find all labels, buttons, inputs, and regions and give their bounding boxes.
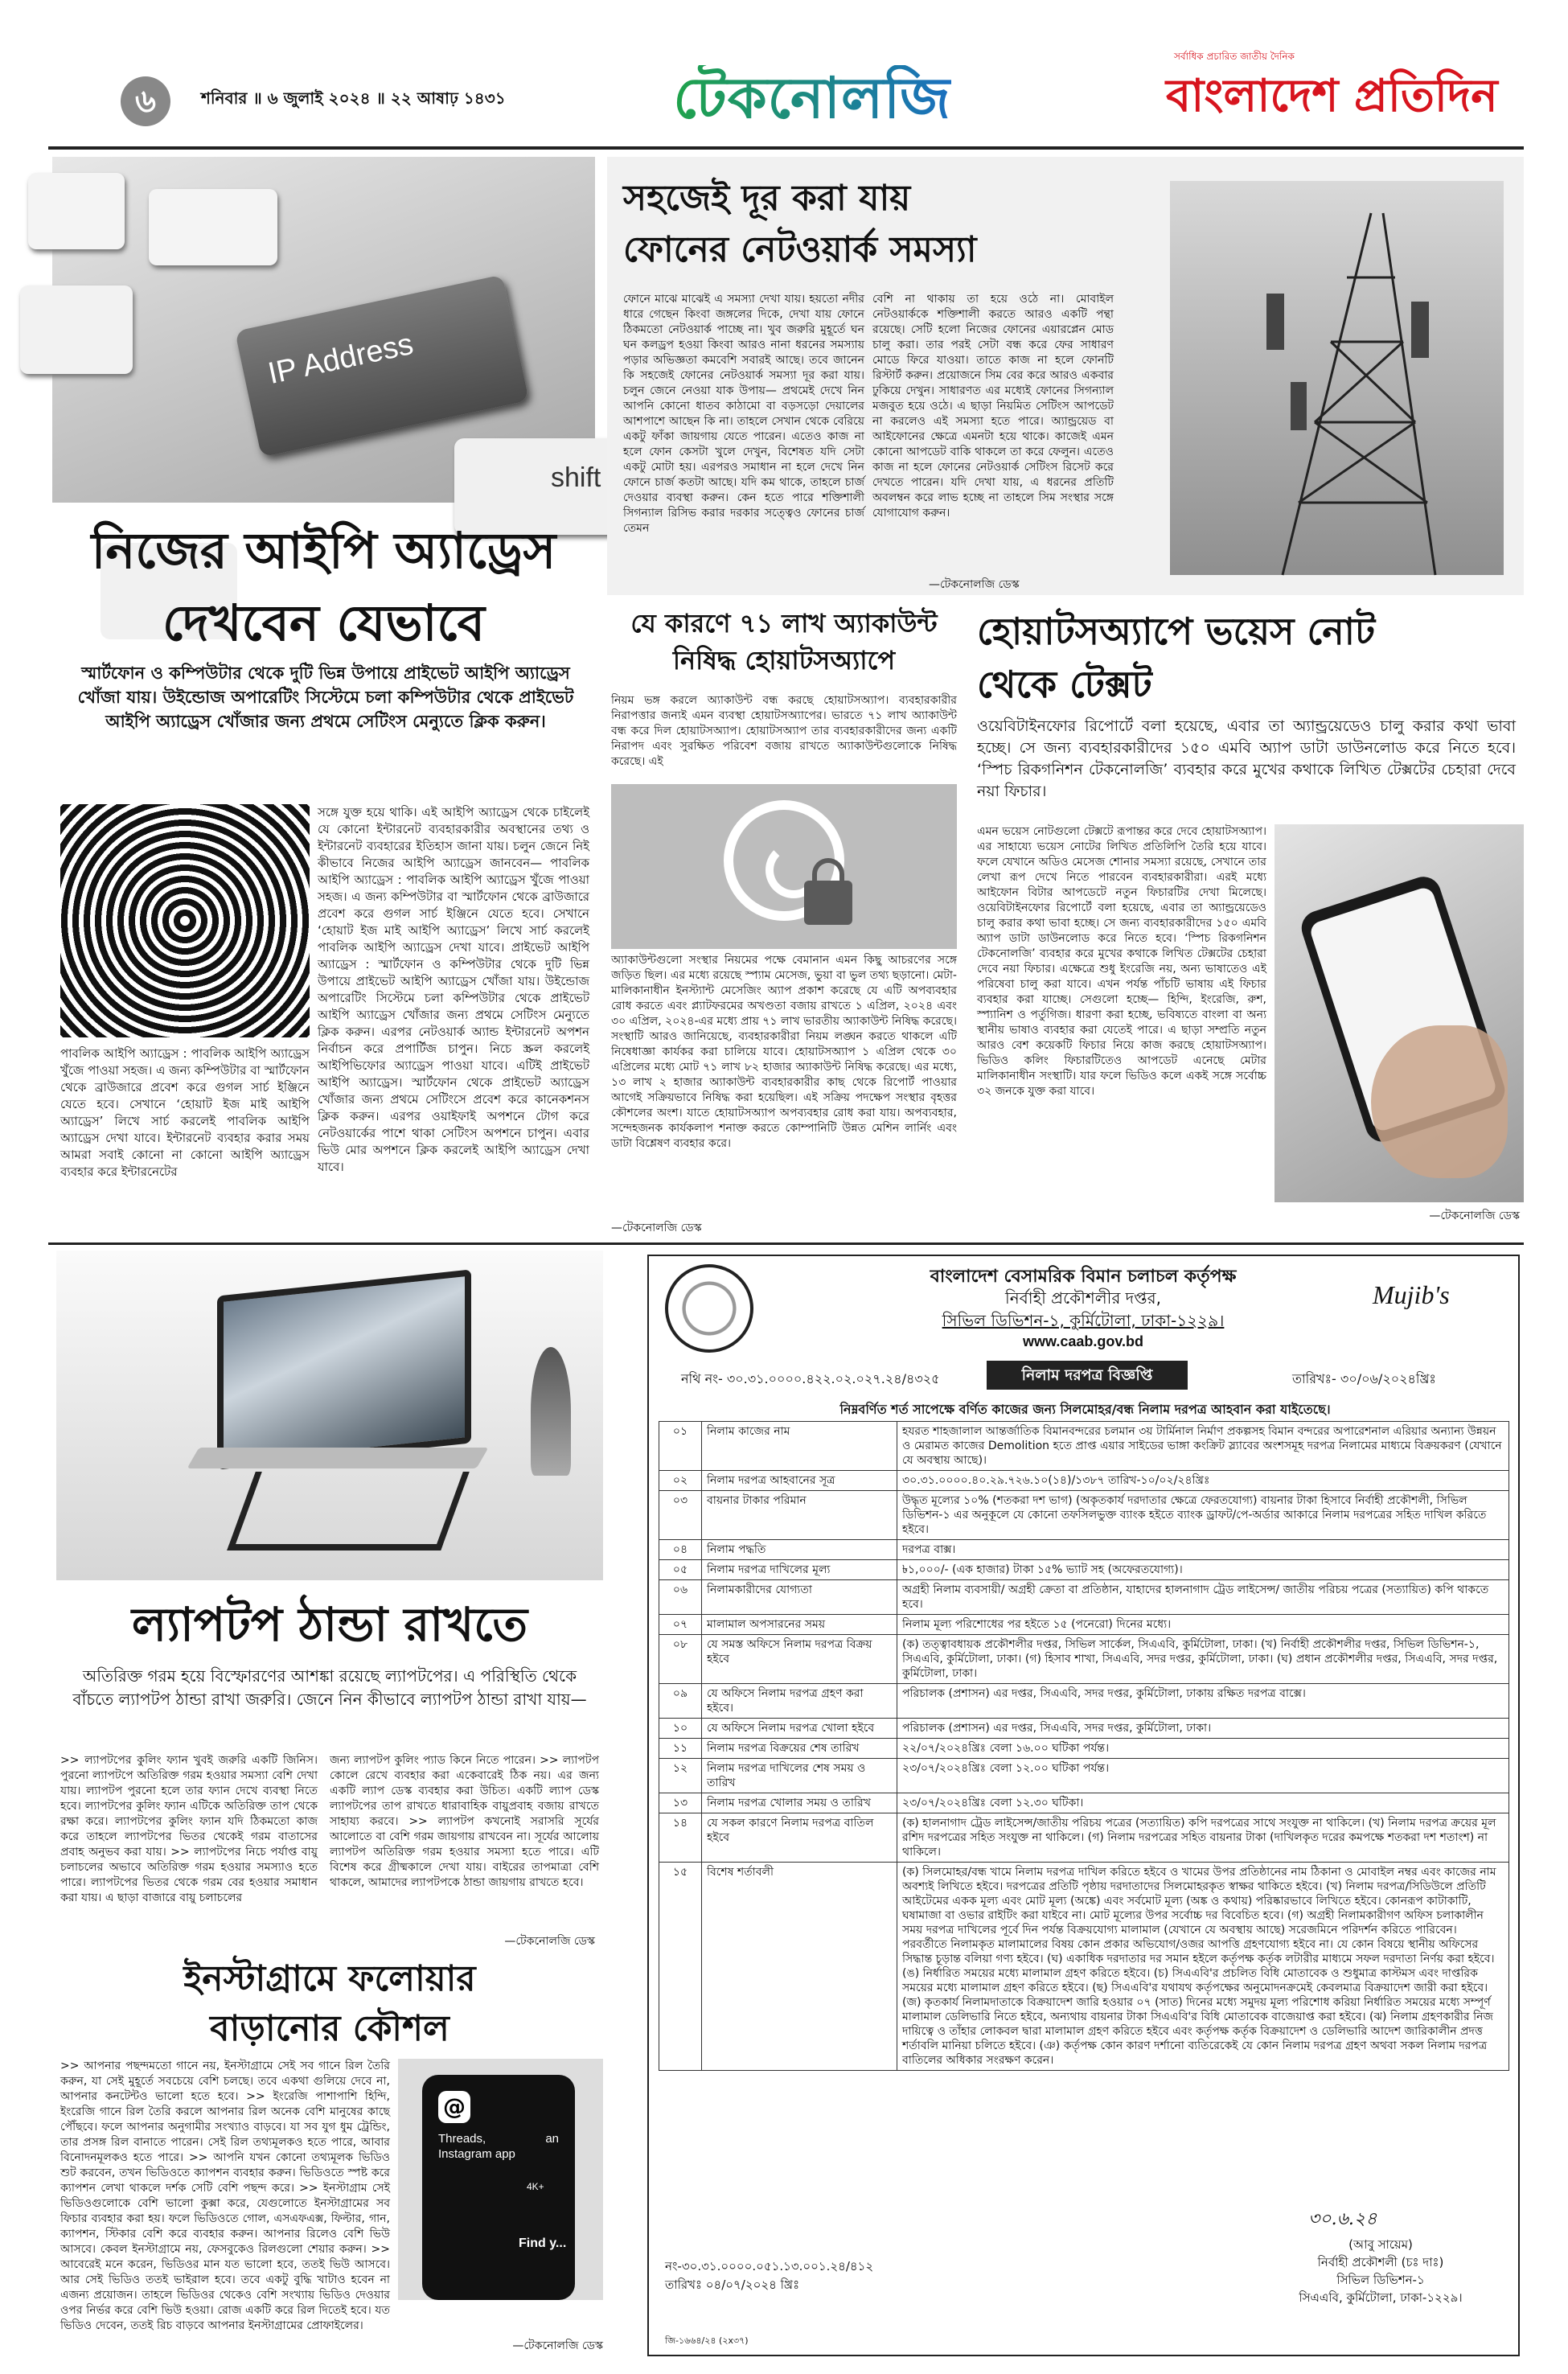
voice-note-headline-line1: হোয়াটসঅ্যাপে ভয়েস নোট: [977, 610, 1376, 653]
laptop-text-right: জন্য ল্যাপটপ কুলিং প্যাড কিনে নিতে পারেন। >> ল্যাপটপ কোলে রেখে ব্যবহার করা একেবারেই ঠিক নয়। এর জন্য একটি ল্যাপ ডেস্ক ব্যবহার করা উচিত। একটি ল্যাপ ডেস্ক ল্যাপটপের তাপ রাখতে ধারাবাহিক বায়ুপ্রবাহ বজায় রাখতে সাহায্য করবে। >> ল্যাপটপ কখনোই সরাসরি সূর্যের আলোতে বা বেশি গরম জায়গায় রাখবেন না। সূর্যের আলোয় ল্যাপটপ অতিরিক্ত গরম হওয়ার সমস্যা হতে পারে। এটি বিশেষ করে গ্রীষ্মকালে দেখা যায়। বাইরের তাপমাত্রা বেশি থাকলে, আমাদের ল্যাপটপকে ঠান্ডা জায়গায় রাখতে হবে।: [330, 1754, 599, 1889]
network-box: [607, 157, 1524, 595]
whatsapp-ban-intro: নিয়ম ভঙ্গ করলে অ্যাকাউন্ট বন্ধ করছে হোয়াটসঅ্যাপ। ব্যবহারকারীর নিরাপত্তার জন্যই এমন ব্যবস্থা হোয়াটসঅ্যাপের। ভারতে ৭১ লাখ অ্যাকাউন্ট বন্ধ করে দিল হোয়াটসঅ্যাপ। হোয়াটসঅ্যাপ তার ব্যবহারকারীদের জন্য একটি নিরাপদ এবং সুরক্ষিত পরিবেশ বজায় রাখতে অ্যাকাউন্টগুলোকে নিষিদ্ধ করেছে। এই: [611, 694, 957, 768]
whatsapp-ban-headline: [607, 605, 961, 679]
ip-text-left: পাবলিক আইপি অ্যাড্রেস : পাবলিক আইপি অ্যাড্রেস খুঁজে পাওয়া সহজ। এ জন্য কম্পিউটার বা স্মার্টফোন থেকে ব্রাউজারে প্রবেশ করে গুগল সার্চ ইঞ্জিনে যেতে হবে। সেখানে ‘হোয়াট ইজ মাই আইপি অ্যাড্রেস’ লিখে সার্চ করলেই পাবলিক আইপি অ্যাড্রেস দেখা যাবে। ইন্টারনেট ব্যবহার করার সময় আমরা সবাই কোনো না কোনো আইপি অ্যাড্রেস ব্যবহার করে ইন্টারনেটের: [60, 1046, 310, 1179]
threads-app-title: Threads, an Instagram app: [438, 2132, 559, 2161]
notice-row: [659, 1684, 1509, 1719]
network-headline-line1: সহজেই দূর করা যায়: [623, 178, 911, 219]
page-number: ৬: [121, 76, 170, 126]
insta-body: >> আপনার পছন্দমতো গানে নয়, ইনস্টাগ্রামে সেই সব গানে রিল তৈরি করুন, যা সেই মুহূর্তে সবচেয়ে বেশি চলছে। তবে একথা গুলিয়ে দেবে না, আপনার কনটেন্টও ভালো হতে হবে। >> ইংরেজি পাশাপাশি হিন্দি, ইংরেজি গানে রিল তৈরি করলে আপনার রিল অনেক বেশি মানুষের কাছে পৌঁছবে। ফলে আপনার অনুগামীর সংখ্যাও বাড়বে। যা সব যুগ ধুম ট্রেন্ডিং, তার প্রসঙ্গ রিল বানাতে পারেন। সেই রিল তথ্যমূলকও হতে পারে, আবার বিনোদনমূলকও হতে পারে। >> আপনি যখন কোনো তথ্যমূলক ভিডিও শুট করবেন, তখন ভিডিওতে ক্যাপশন ব্যবহার করুন। ভিডিওতে স্পষ্ট করে ক্যাপশন লেখা থাকলে দর্শক সেটি বেশি পছন্দ করে। >> ইনস্টাগ্রাম সেই ভিডিওগুলোকে বেশি ভালো কুক্সা করে, যেগুলোতে ইনস্টাগ্রামের সব ফিচার ব্যবহার করা হয়। ফলে ভিডিওতে গোল, এসএফএক্স, ফিল্টার, গান, ক্যাপশন, স্টিকার বেশি করে ব্যবহার করুন। আপনার রিলেও বেশি ভিউ আসবে। কেবল ইনস্টাগ্রামে নয়, ফেসবুকেও রিলগুলো শেয়ার করুন। >> আবেরেই মনে করেন, ভিডিওর মান যত ভালো হবে, ততই ভিউ আসবে। আর সেই ভিডিও ততই ভাইরাল হবে। তবে একটু বুদ্ধি খাটাও হবেন না এজন্য প্রয়োজন। তাহলে ভিডিওর থেকেও বেশি সংখ্যায় ভিডিও দেওয়ার ওপর নির্ভর করে বেশি ভিউ হওয়া। রোজ একটি করে রিল দিতেই হবে। যত ভিডিও দেবেন, ততই রিচ বাড়বে আপনার ইনস্টাগ্রামের প্রোফাইলের।: [60, 2060, 390, 2332]
notice-row-value: ২২/০৭/২০২৪খ্রিঃ বেলা ১৬.০০ ঘটিকা পর্যন্ত।: [897, 1739, 1509, 1759]
notice-row-value: নিলাম মূল্য পরিশোধের পর হইতে ১৫ (পনেরো) দিনের মধ্যে।: [897, 1615, 1509, 1635]
threads-phone-photo: [398, 2059, 603, 2300]
notice-row-label: বায়নার টাকার পরিমান: [702, 1491, 897, 1540]
notice-row: [659, 1635, 1509, 1684]
notice-row-value: ২৩/০৭/২০২৪খ্রিঃ বেলা ১২.০০ ঘটিকা পর্যন্ত।: [897, 1759, 1509, 1793]
voice-note-credit: —টেকনোলজি ডেস্ক: [1429, 1210, 1520, 1222]
notice-title: নিলাম দরপত্র বিজ্ঞপ্তি: [987, 1361, 1188, 1390]
plant-decoration: [531, 1347, 571, 1476]
notice-org-line3: সিভিল ডিভিশন-১, কুর্মিটোলা, ঢাকা-১২২৯।: [942, 1311, 1225, 1330]
signer-title: নির্বাহী প্রকৌশলী (চঃ দাঃ): [1317, 2255, 1444, 2269]
notice-row-label: নিলাম দরপত্র বিক্রয়ের শেষ তারিখ: [702, 1739, 897, 1759]
network-credit: —টেকনোলজি ডেস্ক: [929, 578, 1020, 591]
whatsapp-ban-headline-line1: যে কারণে ৭১ লাখ অ্যাকাউন্ট: [630, 608, 938, 639]
notice-row-value: দরপত্র বাক্স।: [897, 1540, 1509, 1560]
notice-row-no: ১০: [659, 1719, 702, 1739]
voice-note-headline-line2: থেকে টেক্সট: [977, 663, 1152, 706]
notice-row-label: মালামাল অপসারনের সময়: [702, 1615, 897, 1635]
threads-find-text: Find y...: [519, 2236, 567, 2250]
ip-headline-line1: নিজের আইপি অ্যাড্রেস: [91, 521, 556, 580]
notice-row-label: নিলাম দরপত্র আহবানের সূত্র: [702, 1471, 897, 1491]
phone-frame: [422, 2075, 575, 2300]
keyboard-photo: [52, 157, 601, 503]
notice-row-label: নিলাম দরপত্র খোলার সময় ও তারিখ: [702, 1793, 897, 1813]
notice-row-value: ৩০.৩১.০০০০.৪০.২৯.৭২৬.১০(১৪)/১৩৮৭ তারিখ-১০/০২/২৪খ্রিঃ: [897, 1471, 1509, 1491]
notice-row: [659, 1491, 1509, 1540]
voice-note-text: এমন ভয়েস নোটগুলো টেক্সটে রূপান্তর করে দেবে হোয়াটসঅ্যাপ। এর সাহায্যে ভয়েস নোটের লিখিত প্রতিলিপি তৈরি হয়ে যাবে। ফলে যেখানে অডিও মেসেজ শোনার সমস্যা রয়েছে, সেখানে তার লেখা রূপ দেখে নিতে পারবেন ব্যবহারকারীরা। এরই মধ্যে আইফোন বিটার আপডেটে নতুন ফিচারটির দেখা মিলেছে। ওয়েবিটাইনফোর রিপোর্টে বলা হয়েছে, এবার তা অ্যান্ড্রয়েডেও চালু করার কথা ভাবা হচ্ছে। সে জন্য ব্যবহারকারীদের ১৫০ এমবি অ্যাপ ডাটা ডাউনলোড করে নিতে হবে। ‘স্পিচ রিকগনিশন টেকনোলজি’ ব্যবহার করে মুখের কথাকে লিখিত টেক্সটের চেহারা দেবে নয়া ফিচার। এক্ষেত্রে শুধু ইংরেজি নয়, অন্য ভাষাতেও এই পরিষেবা চালু করা যাবে। এখন পর্যন্ত পাঁচটি ভাষায় এই ফিচার ব্যবহার করা যাচ্ছে। সেগুলো হচ্ছে— হিন্দি, ইংরেজি, রুশ, স্প্যানিশ ও পর্তুগিজ। ধারণা করা হচ্ছে, ভবিষ্যতে বাংলা বা অন্য স্থানীয় ভাষাও ব্যবহার করা যেতেই পারে। এ ছাড়া সম্প্রতি নতুন আরও বেশ কয়েকটি ফিচার নিয়ে কাজ করছে হোয়াটসঅ্যাপ। ভিডিও কলিং ফিচারটিতেও আপডেট এনেছে মেটার মালিকানাধীন সংস্থাটি। যার ফলে ভিডিও কলে একই সঙ্গে সর্বোচ্চ ৩২ জনকে যুক্ত করা যাবে।: [977, 825, 1266, 1098]
section-title-text: টেকনোলজি: [673, 65, 951, 131]
notice-row-label: নিলামকারীদের যোগ্যতা: [702, 1580, 897, 1615]
caab-logo-icon: [665, 1264, 753, 1353]
whatsapp-ban-body: অ্যাকাউন্টগুলো সংস্থার নিয়মের পক্ষে বেমানান এমন কিছু আচরণের সঙ্গে জড়িত ছিল। এর মধ্যে রয়েছে স্প্যাম মেসেজ, ভুয়া বা ভুল তথ্য ছড়ানো। মেটা-মালিকানাধীন ইনস্ট্যান্ট মেসেজিং অ্যাপ প্রকাশ করেছে যে এটি অপব্যবহার রোধ করতে এবং প্ল্যাটফরমের অখণ্ডতা বজায় রাখতে ১ এপ্রিল, ২০২৪ এবং ৩০ এপ্রিল, ২০২৪-এর মধ্যে প্রায় ৭১ লাখ ভারতীয় অ্যাকাউন্ট নিষিদ্ধ করেছে। সংস্থাটি আরও জানিয়েছে, ব্যবহারকারীরা নিয়ম লঙ্ঘন করতে থাকলে এটি নিষেধাজ্ঞা কার্যকর করা চালিয়ে যাবে। হোয়াটসঅ্যাপ ১ এপ্রিল থেকে ৩০ এপ্রিলের মধ্যে মোট ৭১ লাখ ৮২ হাজার অ্যাকাউন্ট নিষিদ্ধ করেছে। এর মধ্যে, ১৩ লাখ ২ হাজার অ্যাকাউন্ট ব্যবহারকারীর কাছ থেকে রিপোর্ট পাওয়ার আগেই সক্রিয়ভাবে নিষিদ্ধ করা হয়েছিল। এই সক্রিয় পদক্ষেপ সংস্থার বৃহত্তর কৌশলের অংশ। যাতে হোয়াটসঅ্যাপ অপব্যবহার রোধ করা যায়। অপব্যবহার, সন্দেহজনক কার্যকলাপ শনাক্ত করতে কোম্পানিটি উন্নত মেশিন লার্নিং এবং ডাটা বিশ্লেষণ ব্যবহার করে।: [611, 954, 957, 1150]
insta-credit: —টেকনোলজি ডেস্ক: [512, 2339, 603, 2352]
notice-row-value: পরিচালক (প্রশাসন) এর দপ্তর, সিএএবি, সদর দপ্তর, কুর্মিটোলা, ঢাকা।: [897, 1719, 1509, 1739]
notice-row-value: (ক) হালনাগাদ ট্রেড লাইসেন্স/জাতীয় পরিচয় পত্রের (সত্যায়িত) কপি দরপত্রের সাথে সংযুক্ত না থাকিলে। (খ) নিলাম দরপত্র ক্রয়ের মূল রশিদ দরপত্রের সহিত সংযুক্ত না থাকিলে। (গ) নিলাম দরপত্রের সহিত বায়নার টাকা (দাখিলকৃত দরের কমপক্ষে শতকরা দশ শতাংশ) না থাকিলে।: [897, 1813, 1509, 1863]
notice-org-line2: নির্বাহী প্রকৌশলীর দপ্তর,: [1005, 1288, 1161, 1308]
padlock-icon: [804, 881, 852, 925]
ad-code: জি-১৬৬৪/২৪ (২x৩৭): [665, 2335, 749, 2346]
network-headline-line2: ফোনের নেটওয়ার্ক সমস্যা: [623, 229, 977, 270]
notice-row: [659, 1422, 1509, 1471]
phone-hand-photo: [1275, 824, 1524, 1202]
insta-text: [60, 2059, 603, 2332]
paper-tagline: সর্বাধিক প্রচারিত জাতীয় দৈনিক: [1174, 51, 1295, 62]
insta-headline-line1: ইনস্টাগ্রামে ফলোয়ার: [183, 1958, 476, 1999]
notice-row: [659, 1759, 1509, 1793]
notice-row-value: হযরত শাহজালাল আন্তর্জাতিক বিমানবন্দরের চলমান ৩য় টার্মিনাল নির্মাণ প্রকল্পসহ বিমান বন্দরের অপারেশনাল এরিয়ার অন্যান্য উন্নয়ন ও মেরামত কাজের Demolition হতে প্রাপ্ত এয়ার সাইডের ভাঙ্গা কংক্রিট স্ল্যাবের অংশসমূহ দরপত্র নিলামের মাধ্যমে বিক্রয়করণ (যেখানে যে অবস্থায় আছে)।: [897, 1422, 1509, 1471]
notice-row: [659, 1540, 1509, 1560]
tower-photo: [1170, 181, 1504, 575]
signature: ৩০.৬.২৪: [1308, 2209, 1377, 2229]
ip-lead: স্মার্টফোন ও কম্পিউটার থেকে দুটি ভিন্ন উপায়ে প্রাইভেট আইপি অ্যাড্রেস খোঁজা যায়। উইন্ডোজ অপারেটিং সিস্টেমে চলা কম্পিউটার থেকে প্রাইভেট আইপি অ্যাড্রেস খোঁজার জন্য প্রথমে সেটিংস মেন্যুতে ক্লিক করুন।: [77, 663, 574, 731]
notice-row-value: (ক) তত্ত্বাবধায়ক প্রকৌশলীর দপ্তর, সিভিল সার্কেল, সিএএবি, কুর্মিটোলা, ঢাকা। (খ) নির্বাহী প্রকৌশলীর দপ্তর, সিভিল ডিভিশন-১, সিএএবি, কুর্মিটোলা, ঢাকা। (গ) হিসাব শাখা, সিএএবি, সদর দপ্তর, কুর্মিটোলা, ঢাকা। (ঘ) প্রধান প্রকৌশলীর দপ্তর, সিএএবি, সদর দপ্তর, কুর্মিটোলা, ঢাকা।: [897, 1635, 1509, 1684]
notice-row-no: ১৪: [659, 1813, 702, 1863]
shift-key-label: shift: [551, 462, 601, 493]
notice-row-no: ০৪: [659, 1540, 702, 1560]
notice-row-value: ২৩/০৭/২০২৪খ্রিঃ বেলা ১২.৩০ ঘটিকা।: [897, 1793, 1509, 1813]
laptop-headline: ল্যাপটপ ঠান্ডা রাখতে: [131, 1597, 528, 1652]
notice-table-wrap: [659, 1421, 1509, 2145]
notice-row: [659, 1580, 1509, 1615]
signer-address: সিএএবি, কুর্মিটোলা, ঢাকা-১২২৯।: [1299, 2290, 1463, 2305]
tunnel-photo: [60, 804, 310, 1037]
whatsapp-ban-credit: —টেকনোলজি ডেস্ক: [611, 1222, 702, 1234]
notice-row: [659, 1615, 1509, 1635]
notice-row-no: ১২: [659, 1759, 702, 1793]
signer-name: (আবু সায়েম): [1348, 2237, 1413, 2252]
notice-row-no: ০৩: [659, 1491, 702, 1540]
threads-logo-icon: @: [438, 2091, 470, 2123]
notice-row-no: ১৩: [659, 1793, 702, 1813]
whatsapp-ban-headline-line2: নিষিদ্ধ হোয়াটসঅ্যাপে: [672, 645, 896, 676]
notice-table: [659, 1421, 1509, 2071]
ip-headline: [52, 515, 595, 659]
mujib-logo: Mujib's: [1373, 1280, 1450, 1309]
whatsapp-lock-photo: [611, 784, 957, 949]
notice-row-label: যে অফিসে নিলাম দরপত্র গ্রহণ করা হইবে।: [702, 1684, 897, 1719]
notice-row: [659, 1863, 1509, 2071]
notice-row: [659, 1560, 1509, 1580]
masthead: [0, 0, 1568, 153]
laptop-base: [187, 1448, 488, 1468]
notice-row-label: নিলাম পদ্ধতি: [702, 1540, 897, 1560]
keyboard-key: [149, 189, 277, 265]
notice-row: [659, 1471, 1509, 1491]
notice-memo-no: নথি নং- ৩০.৩১.০০০০.৪২২.০২.০২৭.২৪/৪৩২৫: [681, 1371, 940, 1386]
notice-row-no: ০৯: [659, 1684, 702, 1719]
insta-headline: [56, 1954, 603, 2054]
signer-division: সিভিল ডিভিশন-১: [1336, 2273, 1425, 2287]
ip-address-key: [235, 274, 529, 457]
notice-row: [659, 1739, 1509, 1759]
notice-row-label: নিলাম দরপত্র দাখিলের মূল্য: [702, 1560, 897, 1580]
padlock-shackle: [812, 858, 844, 885]
notice-box: [647, 1255, 1520, 2356]
voice-note-headline: [977, 605, 1524, 711]
laptop-credit: —টেকনোলজি ডেস্ক: [504, 1935, 595, 1948]
notice-row-label: নিলাম কাজের নাম: [702, 1422, 897, 1471]
notice-date: তারিখঃ- ৩০/০৬/২০২৪খ্রিঃ: [1292, 1371, 1436, 1386]
notice-row-value: (ক) সিলমোহর/বন্ধ খামে নিলাম দরপত্র দাখিল করিতে হইবে ও খামের উপর প্রতিষ্ঠানের নাম ঠিকানা ও মোবাইল নম্বর এবং কাজের নাম অবশ্যই লিখিতে হইবে। দরপত্রের প্রতিটি পৃষ্ঠায় দরদাতাদের সিলমোহরকৃত স্বাক্ষর থাকিতে হইবে। (খ) নিলাম দরপত্র/সিডিউলে প্রতিটি আইটেমের একক মূল্য এবং মোট মূল্য (অঙ্কে) এবং সর্বমোট মূল্য (অঙ্ক ও কথায়) পরিষ্কারভাবে লিখিতে হইবে। কোনরূপ কাটাকাটি, ঘষামাজা বা ওভার রাইটিং করা যাইবে না। মোট মূল্যের উপর সর্বোচ্চ দর বিবেচিত হবে। (গ) অগ্রহী নিলামকারীগণ অফিস চলাকালীন সময় দরপত্র দাখিলের পূর্বে দিন পর্যন্ত বিক্রয়যোগ্য মালামাল (যেখানে যে অবস্থায় আছে) সরেজমিনে পরিদর্শন করিতে পারিবেন। পরবর্তীতে নিলামকৃত মালামালের বিষয় কোন প্রকার অভিযোগ/ওজর আপত্তি গ্রহণযোগ্য হইবে না। যে কোন বিষয়ে স্থানীয় অফিসের সিদ্ধান্ত চূড়ান্ত বলিয়া গণ্য হইবে। (ঘ) একাধিক দরদাতার দর সমান হইলে কর্তৃপক্ষ কর্তৃক লটারীর মাধ্যমে সফল দরদাতা নির্ণয় করা হইবে। (ঙ) নির্ধারিত সময়ের মধ্যে মালামাল গ্রহণ করিতে হইবে। (চ) সিএএবি'র প্রচলিত বিধি মোতাবেক ও শুধুমাত্র কাস্টমস এবং দাপ্তরিক সময়ের মধ্যে মালামাল গ্রহণ করিতে হইবে। (ছ) সিএএবি'র যথাযথ কর্তৃপক্ষের অনুমোদনক্রমেই কেবলমাত্র বিক্রয়াদেশ জারী করা হইবে। (জ) কৃতকার্য নিলামদাতাকে বিক্রয়াদেশ জারি হওয়ার ০৭ (সাত) দিনের মধ্যে সমুদয় মূল্য পরিশোধ করিয়া নির্ধারিত সময়ের মধ্যে সম্পূর্ণ মালামাল ডেলিভারি নিতে হইবে, অন্যথায় বায়নার টাকা সিএএবি'র বিধি মোতাবেক বাজেয়াপ্ত করা হইবে। (ঝ) নিলাম গ্রহণকারীর নিজ দায়িত্বে ও তাঁহার লোকবল দ্বারা মালামাল গ্রহণ করিতে হইবে এবং কর্তৃপক্ষ কর্তৃক বিক্রয়াদেশ ও ডেলিভারি আদেশ জারিকালীন প্রদত্ত শর্তাবলি মানিয়া চলিতে হইবে। (ঞ) কর্তৃপক্ষ কোন কারণ দর্শানো ব্যতিরেকেই যে কোন নিলাম দরপত্র গ্রহণ অথবা সকল নিলাম দরপত্র বাতিলের অধিকার সংরক্ষণ করেন।: [897, 1863, 1509, 2071]
hand-shape: [1371, 1025, 1508, 1178]
notice-row-label: বিশেষ শর্তাবলী: [702, 1863, 897, 2071]
ip-headline-line2: দেখবেন যেভাবে: [162, 594, 485, 652]
notice-row-value: উদ্ধৃত মূল্যের ১০% (শতকরা দশ ভাগ) (অকৃতকার্য দরদাতার ক্ষেত্রে ফেরতযোগ্য) বায়নার টাকা হিসাবে নির্বাহী প্রকৌশলী, সিভিল ডিভিশন-১ এর অনুকূলে যে কোনো তফসিলভুক্ত ব্যাংক হইতে ব্যাংক ড্রাফট/পে-অর্ডার আকারে নিলাম দরপত্রের সহিত দাখিল করিতে হইবে।: [897, 1491, 1509, 1540]
network-text-col1: ফোনে মাঝে মাঝেই এ সমস্যা দেখা যায়। হয়তো নদীর ধারে গেছেন কিংবা জঙ্গলের দিকে, দেখা যায় ফোনে ঠিকমতো নেটওয়ার্ক পাচ্ছে না। খুব জরুরি মুহূর্তে ঘন ঘন কলড্রপ হওয়া কিংবা আরও নানা ধরনের সমস্যায় পড়ার অভিজ্ঞতা কমবেশি সবারই আছে। তবে জানেন কি সহজেই ফোনের নেটওয়ার্ক সমস্যা দূর করা যায়। চলুন জেনে নেওয়া যাক উপায়— প্রথমেই দেখে নিন আপনি কোনো ধাতব কাঠামো বা বড়সড়ো দেয়ালের আশপাশে আছেন কি না। তাহলে সেখান থেকে বেরিয়ে একটু ফাঁকা জায়গায় যেতে পারেন। এতেও কাজ না হলে ফোন কেসটা খুলে দেখুন, বিশেষত যদি সেটা একটু মোটা হয়। এরপরও সমাধান না হলে দেখে নিন ফোনে চার্জ কতটা আছে। যদি কম থাকে, তাহলে চার্জ দেওয়ার ব্যবস্থা করুন। কেন হতে পারে শক্তিশালী সিগন্যাল রিসিভ করার দরকার সত্ত্বেও ফোনের চার্জ তেমন: [623, 293, 864, 535]
notice-row-value: পরিচালক (প্রশাসন) এর দপ্তর, সিএএবি, সদর দপ্তর, কুর্মিটোলা, ঢাকায় রক্ষিত দরপত্র বাক্সে।: [897, 1684, 1509, 1719]
notice-row-label: নিলাম দরপত্র দাখিলের শেষ সময় ও তারিখ: [702, 1759, 897, 1793]
tower-illustration: [1170, 181, 1504, 575]
paper-logo: বাংলাদেশ প্রতিদিন: [1166, 69, 1498, 122]
ip-address-key-label: IP Address: [265, 327, 417, 392]
keyboard-key: [28, 173, 125, 249]
network-text-col2: বেশি না থাকায় তা হয়ে ওঠে না। মোবাইল নেটওয়ার্ককে শক্তিশালী করতে আরও একটি পন্থা রয়েছে। সেটি হলো নিজের ফোনের এয়ারপ্লেন মোড চালু করা। তার পরই সেটা বন্ধ করে ফের সাধারণ মোডে ফিরে যাওয়া। তাতে কাজ না হলে ফোনটি রিস্টার্ট করুন। প্রয়োজনে সিম বের করে আরও একবার ঢুকিয়ে দেখুন। সাধারণত এর মধ্যেই ফোনের সিগন্যাল মজবুত হয়ে ওঠে। এ ছাড়া নিয়মিত সেটিংস আপডেট না করলেও এই সমস্যা হতে পারে। অ্যান্ড্রয়েড বা আইফোনের ক্ষেত্রে এমনটা হয়ে থাকে। কাজেই এমন কোনো আপডেট বাকি থাকলে তা করে ফেলুন। এতেও কাজ না হলে ফোনের নেটওয়ার্ক সেটিংস রিসেট করে দেখতে পারেন। যদি দেখা যায়, এ ধরনের প্রতিটি অবলম্বন করে লাভ হচ্ছে না তাহলে সিম সংস্থার সঙ্গে যোগাযোগ করুন।: [872, 293, 1114, 520]
section-divider: [48, 1242, 1524, 1245]
threads-badge: 4K+: [527, 2181, 544, 2192]
notice-row-no: ০৬: [659, 1580, 702, 1615]
notice-website: www.caab.gov.bd: [1022, 1333, 1144, 1349]
notice-row-label: যে সকল কারণে নিলাম দরপত্র বাতিল হইবে: [702, 1813, 897, 1863]
notice-row: [659, 1719, 1509, 1739]
notice-row-value: ৳১,০০০/- (এক হাজার) টাকা ১৫% ভ্যাট সহ (অফেরতযোগ্য)।: [897, 1560, 1509, 1580]
laptop-photo: [56, 1251, 603, 1580]
notice-row-value: অগ্রহী নিলাম ব্যবসায়ী/ অগ্রহী ক্রেতা বা প্রতিষ্ঠান, যাহাদের হালনাগাদ ট্রেড লাইসেন্স/ জাতীয় পরিচয় পত্রের (সত্যায়িত) কপি থাকতে হবে।: [897, 1580, 1509, 1615]
network-headline: [623, 173, 1073, 276]
date-line: শনিবার ॥ ৬ জুলাই ২০২৪ ॥ ২২ আষাঢ় ১৪৩১: [201, 88, 506, 108]
notice-row-no: ০৭: [659, 1615, 702, 1635]
notice-footer-memo: নং-৩০.৩১.০০০০.০৫১.১৩.০০১.২৪/৪১২: [665, 2259, 874, 2273]
ip-text-right: সঙ্গে যুক্ত হয়ে থাকি। এই আইপি অ্যাড্রেস থেকে চাইলেই যে কোনো ইন্টারনেট ব্যবহারকারীর অবস্থানের তথ্য ও ইন্টারনেট ব্যবহারের ইতিহাস জানা যায়। চলুন জেনে নিই কীভাবে নিজের আইপি অ্যাড্রেস জানবেন— পাবলিক আইপি অ্যাড্রেস : পাবলিক আইপি অ্যাড্রেস খুঁজে পাওয়া সহজ। এ জন্য কম্পিউটার বা স্মার্টফোন থেকে ব্রাউজারে প্রবেশ করে গুগল সার্চ ইঞ্জিনে যেতে হবে। সেখানে ‘হোয়াট ইজ মাই আইপি অ্যাড্রেস’ লিখে সার্চ করলেই পাবলিক আইপি অ্যাড্রেস দেখা যাবে। প্রাইভেট আইপি অ্যাড্রেস : স্মার্টফোন ও কম্পিউটার থেকে দুটি ভিন্ন উপায়ে প্রাইভেট আইপি অ্যাড্রেস খোঁজা যায়। উইন্ডোজ অপারেটিং সিস্টেমে চলা কম্পিউটার থেকে প্রাইভেট আইপি অ্যাড্রেস খোঁজার জন্য প্রথমে সেটিংস মেন্যুতে ক্লিক করুন। এরপর নেটওয়ার্ক অ্যান্ড ইন্টারনেট অপশন নির্বাচন করে প্রপার্টিজ চাপুন। নিচে স্ক্রল করলেই আইপিভিফোর অ্যাড্রেস পাওয়া যাবে। এটিই প্রাইভেট আইপি অ্যাড্রেস। স্মার্টফোন থেকে প্রাইভেট অ্যাড্রেস খোঁজার জন্য প্রথমে সেটিংসে প্রবেশ করে কানেকশনস ক্লিক করুন। এরপর ওয়াইফাই অপশনে টোগ করে নেটওয়ার্কের পাশে থাকা সেটিংস অপশনে চাপুন। এবার ভিউ মোর অপশনে ক্লিক করলেই আইপি অ্যাড্রেস দেখা যাবে।: [318, 805, 589, 1174]
notice-row-label: যে অফিসে নিলাম দরপত্র খোলা হইবে: [702, 1719, 897, 1739]
keyboard-key: [20, 285, 133, 374]
insta-headline-line2: বাড়ানোর কৌশল: [210, 2008, 449, 2049]
masthead-rule: [48, 146, 1524, 150]
laptop-lead: অতিরিক্ত গরম হয়ে বিস্ফোরণের আশঙ্কা রয়েছে ল্যাপটপের। এ পরিস্থিতি থেকে বাঁচতে ল্যাপটপ ঠান্ডা রাখা জরুরি। জেনে নিন কীভাবে ল্যাপটপ ঠান্ডা রাখা যায়—: [72, 1666, 587, 1709]
notice-org-line1: বাংলাদেশ বেসামরিক বিমান চলাচল কর্তৃপক্ষ: [930, 1267, 1237, 1287]
notice-row-no: ০৮: [659, 1635, 702, 1684]
notice-row-no: ১৫: [659, 1863, 702, 2071]
notice-row-no: ০২: [659, 1471, 702, 1491]
notice-row: [659, 1813, 1509, 1863]
notice-row: [659, 1793, 1509, 1813]
laptop-text-left: >> ল্যাপটপের কুলিং ফ্যান খুবই জরুরি একটি জিনিস। পুরনো ল্যাপটপে অতিরিক্ত গরম হওয়ার সমস্যা বেশি দেখা যায়। ল্যাপটপ পুরনো হলে তার ফ্যান দেখে ব্যবস্থা নিতে হবে। ল্যাপটপের কুলিং ফ্যান এটিকে অতিরিক্ত তাপ থেকে রক্ষা করে। ল্যাপটপের কুলিং ফ্যান যদি ঠিকমতো কাজ করে তাহলে ল্যাপটপের ভিতর থেকেই গরম বাতাসের প্রবাহ অনুভব করা যায়। >> ল্যাপটপের নিচে পর্যাপ্ত বায়ু চলাচলের অভাবে অতিরিক্ত গরম হওয়ার সমস্যাও হতে পারে। ল্যাপটপের ভিতর থেকে গরম বের হওয়ার সমাধান করা যায়। এ ছাড়া বাজারে বায়ু চলাচলের: [60, 1754, 318, 1904]
notice-row-label: যে সমস্ত অফিসে নিলাম দরপত্র বিক্রয় হইবে: [702, 1635, 897, 1684]
notice-row-no: ১১: [659, 1739, 702, 1759]
laptop-stand: [227, 1472, 470, 1550]
laptop-screen: [217, 1269, 471, 1469]
notice-intro: নিম্নবর্ণিত শর্ত সাপেক্ষে বর্ণিত কাজের জন্য সিলমোহর/বন্ধ নিলাম দরপত্র আহবান করা যাইতেছে।: [839, 1402, 1331, 1417]
section-title: [627, 55, 997, 149]
voice-note-lead: ওয়েবিটাইনফোর রিপোর্টে বলা হয়েছে, এবার তা অ্যান্ড্রয়েডেও চালু করার কথা ভাবা হচ্ছে। সে জন্য ব্যবহারকারীদের ১৫০ এমবি অ্যাপ ডাটা ডাউনলোড করে নিতে হবে। ‘স্পিচ রিকগনিশন টেকনোলজি’ ব্যবহার করে মুখের কথাকে লিখিত টেক্সটের চেহারা দেবে নয়া ফিচার।: [977, 717, 1516, 800]
notice-row-no: ০৫: [659, 1560, 702, 1580]
notice-footer-date: তারিখঃ ০৪/০৭/২০২৪ খ্রিঃ: [665, 2277, 800, 2292]
notice-row-no: ০১: [659, 1422, 702, 1471]
